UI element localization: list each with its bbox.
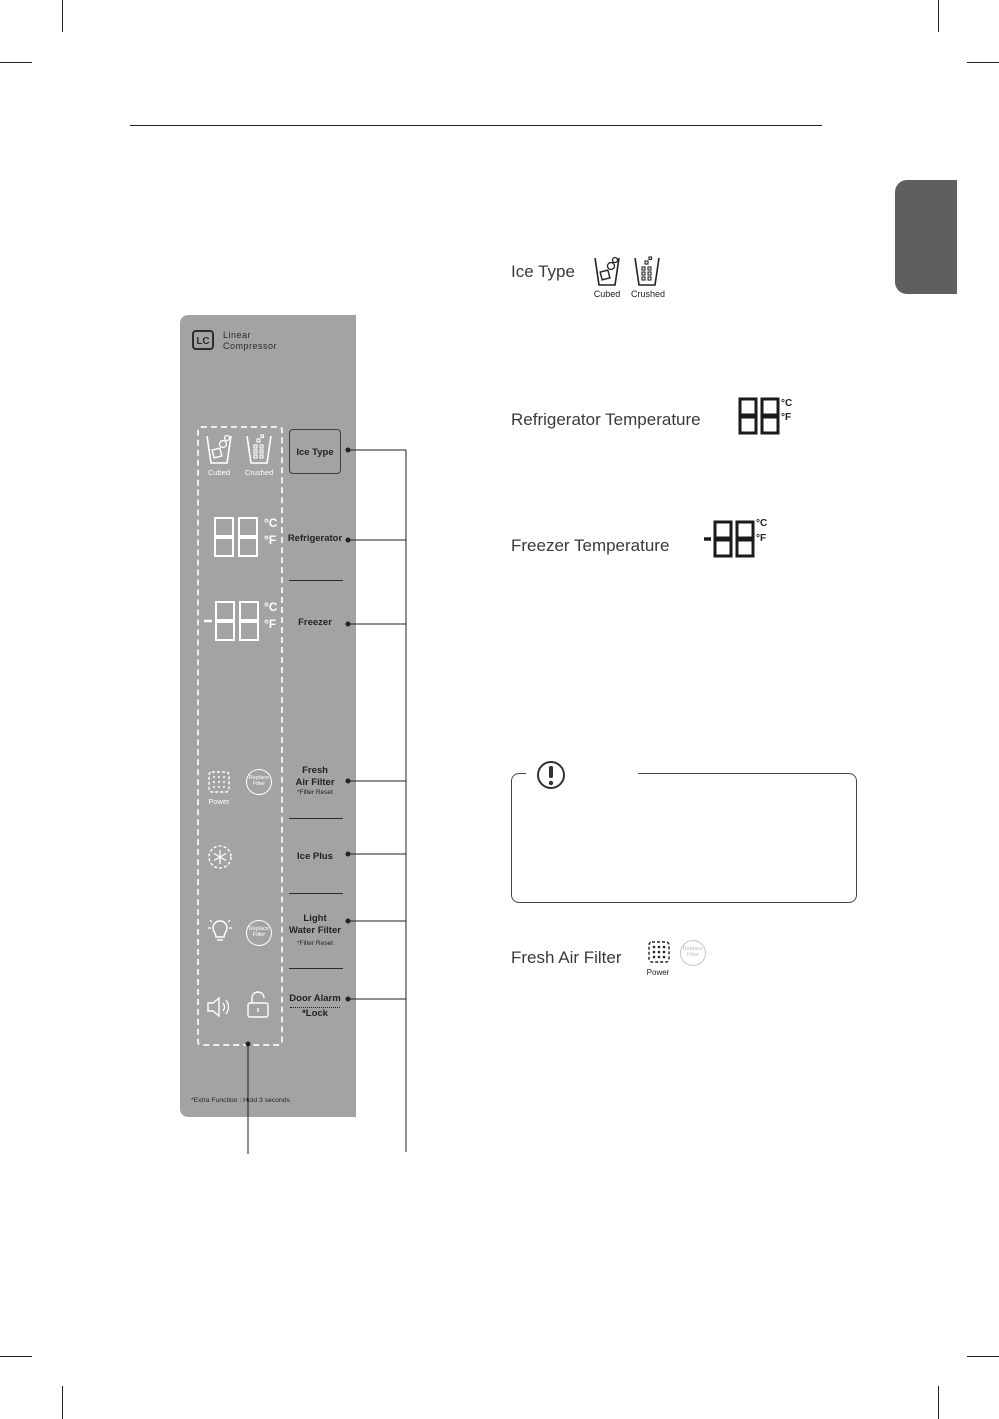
header-rule [130, 125, 822, 126]
button-line: Light [303, 913, 327, 924]
freezer-unit-f: °F [756, 533, 767, 544]
power-label: Power [208, 797, 230, 806]
freezer-unit-c: °C [264, 600, 278, 614]
crop-mark [967, 1356, 999, 1357]
replace-line: Replace [248, 775, 270, 781]
crushed-caption: Crushed [630, 289, 666, 299]
replace-line: Filter [252, 932, 266, 938]
note-box [511, 773, 857, 903]
filter-reset-note: *Filter Reset [297, 789, 333, 796]
replace-line: Filter [686, 952, 700, 958]
cubed-label: Cubed [207, 468, 231, 477]
extra-function-footnote: *Extra Function : Hold 3 seconds [191, 1097, 290, 1104]
replace-filter-text [681, 946, 705, 958]
button-line: Air Filter [295, 777, 335, 788]
crop-mark [938, 0, 939, 32]
crop-mark [62, 0, 63, 32]
cubed-ice-icon [592, 254, 622, 288]
caption-line: Compressor [223, 341, 278, 351]
crop-mark [938, 1386, 939, 1419]
freezer-button-label[interactable]: Freezer [298, 617, 332, 628]
ice-plus-icon [206, 843, 234, 871]
freezer-temperature-heading: Freezer Temperature [511, 536, 670, 555]
callout-lines [240, 440, 415, 1160]
linear-compressor-caption [223, 330, 277, 352]
fresh-air-filter-icon [205, 768, 233, 796]
light-bulb-icon [205, 916, 235, 946]
freezer-unit-f: °F [264, 617, 277, 631]
chapter-tab [895, 180, 957, 294]
refrigerator-unit-f: °F [781, 412, 792, 423]
refrigerator-temperature-display [737, 396, 783, 438]
refrigerator-button-label[interactable]: Refrigerator [287, 533, 343, 544]
replace-filter-icon [680, 940, 706, 966]
button-line: Fresh [302, 765, 328, 776]
button-line: *Lock [302, 1008, 328, 1019]
ice-plus-button-label[interactable]: Ice Plus [297, 851, 333, 862]
ice-type-button-label: Ice Type [296, 447, 334, 458]
crop-mark [967, 62, 999, 63]
refrigerator-unit-c: °C [264, 516, 278, 530]
crushed-ice-icon [632, 254, 662, 288]
crop-mark [0, 1356, 32, 1357]
fresh-air-filter-power-icon [645, 938, 673, 966]
linear-compressor-logo: LC [192, 330, 214, 350]
refrigerator-unit-f: °F [264, 533, 277, 547]
freezer-unit-c: °C [756, 518, 768, 529]
caption-line: Linear [223, 330, 252, 340]
speaker-icon [205, 994, 235, 1020]
replace-line: Replace [248, 926, 270, 932]
crop-mark [62, 1386, 63, 1419]
freezer-temperature-display [702, 519, 758, 561]
power-caption: Power [646, 968, 670, 977]
fresh-air-filter-heading: Fresh Air Filter [511, 948, 622, 967]
ice-type-heading: Ice Type [511, 262, 575, 281]
caution-icon [535, 759, 567, 791]
button-line: Door Alarm [289, 993, 341, 1004]
crop-mark [0, 62, 32, 63]
refrigerator-temperature-heading: Refrigerator Temperature [511, 410, 701, 429]
refrigerator-unit-c: °C [781, 398, 793, 409]
cubed-ice-icon [204, 432, 234, 466]
replace-line: Filter [252, 781, 266, 787]
button-line: Water Filter [289, 925, 341, 936]
crushed-label: Crushed [244, 468, 274, 477]
filter-reset-note: *Filter Reset [297, 940, 333, 947]
replace-line: Replace [682, 946, 704, 952]
cubed-caption: Cubed [593, 289, 621, 299]
